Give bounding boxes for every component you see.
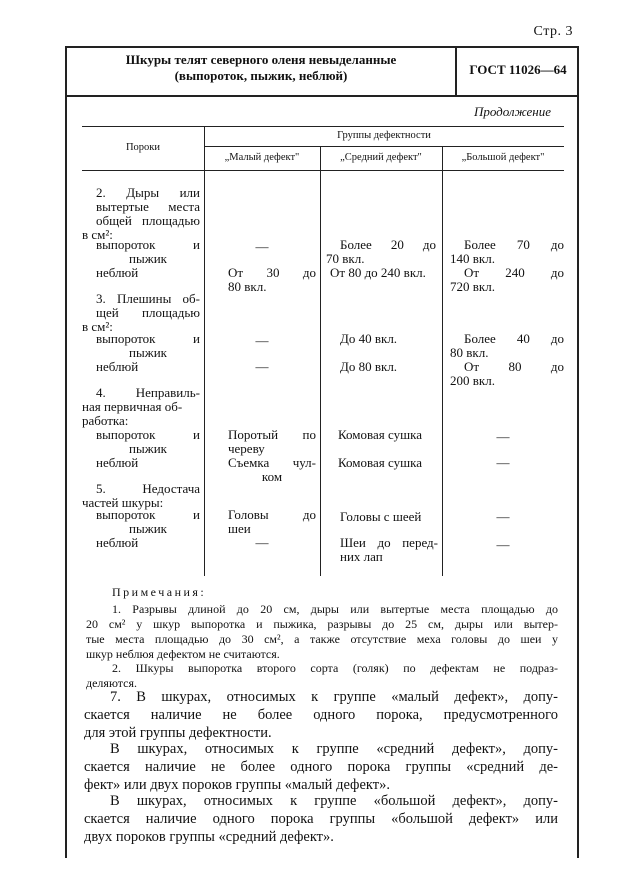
frame-right-border — [577, 46, 579, 858]
cell-line: неблюй — [96, 265, 139, 280]
cell-small-defect: — — [255, 333, 269, 348]
notes-title: Примечания: — [112, 585, 207, 599]
header-groups: Группы дефектности — [337, 130, 431, 141]
table-row — [96, 508, 200, 536]
table-col-divider-1 — [204, 126, 205, 576]
cell-medium-defect — [326, 238, 436, 266]
cell-line: 80 вкл. — [450, 345, 489, 360]
cell-line: 200 вкл. — [450, 373, 495, 388]
cell-line: них лап — [340, 549, 383, 564]
cell-medium-defect: От 80 до 240 вкл. — [330, 265, 426, 280]
paragraph-line: В шкурах, относимых к группе «большой дефект», допу- — [110, 793, 558, 809]
table-row — [82, 291, 200, 334]
cell-line: 3. Плешины об- — [96, 291, 200, 306]
paragraph-7 — [84, 688, 558, 742]
cell-small-defect — [228, 456, 316, 484]
table-header-bottom-line — [82, 170, 564, 171]
table-row — [96, 456, 200, 470]
cell-line: выпороток и — [96, 331, 200, 346]
paragraph-line: 7. В шкурах, относимых к группе «малый дефект», допу- — [110, 689, 558, 705]
cell-line: От 240 до — [464, 265, 564, 280]
header-bottom-border — [65, 95, 579, 97]
cell-medium-defect: Комовая сушка — [338, 455, 422, 470]
cell-line: 80 вкл. — [228, 279, 267, 294]
cell-line: череву — [228, 441, 265, 456]
note-1 — [86, 602, 558, 662]
table-top-line — [82, 126, 564, 127]
table-row — [96, 536, 200, 550]
page-number: Стр. 3 — [533, 24, 573, 39]
cell-large-defect — [450, 238, 564, 266]
cell-line: Поротый по — [228, 427, 316, 442]
cell-line: неблюй — [96, 455, 139, 470]
table-row — [96, 332, 200, 360]
note-line: 20 см² у шкур выпоротка и пыжика, разрывы до 25 см, дыры или вытер- — [86, 617, 558, 631]
cell-medium-defect: Головы с шеей — [340, 509, 422, 524]
header-small-defect: „Малый дефект" — [224, 152, 300, 163]
table-group-line — [204, 146, 564, 147]
cell-medium-defect: Комовая сушка — [338, 427, 422, 442]
document-title — [75, 52, 447, 84]
cell-large-defect — [450, 360, 564, 388]
note-line: тые места площадью до 30 см², а также отсутствие меха головы до шеи у — [86, 632, 558, 646]
cell-line: Более 70 до — [464, 237, 564, 252]
cell-line: Более 20 до — [340, 237, 436, 252]
cell-large-defect — [450, 266, 564, 294]
cell-line: выпороток и — [96, 427, 200, 442]
cell-line: От 80 до — [464, 359, 564, 374]
table-row — [82, 385, 200, 428]
cell-medium-defect — [340, 536, 438, 564]
cell-line: ная первичная об- — [82, 399, 183, 414]
cell-line: общей площадью — [96, 213, 200, 228]
cell-line: 720 вкл. — [450, 279, 495, 294]
header-large-defect: „Большой дефект" — [461, 152, 545, 163]
note-line: 1. Разрывы длиной до 20 см, дыры или вытертые места площадью до — [112, 602, 558, 616]
paragraph-large-defect — [84, 792, 558, 846]
cell-large-defect — [450, 332, 564, 360]
note-line: деляются. — [86, 676, 137, 690]
document-title-line1: Шкуры телят северного оленя невыделанные — [125, 52, 397, 67]
cell-line: в см²: — [82, 227, 113, 242]
cell-line: щей площадью — [96, 305, 200, 320]
cell-line: работка: — [82, 413, 129, 428]
frame-left-border — [65, 46, 67, 858]
cell-line: пыжик — [129, 345, 167, 360]
header-defects: Пороки — [125, 142, 161, 153]
cell-line: 4. Неправиль- — [96, 385, 200, 400]
cell-line: шеи — [228, 521, 251, 536]
cell-line: неблюй — [96, 359, 139, 374]
cell-line: Более 40 до — [464, 331, 564, 346]
paragraph-line: скается наличие не более одного порока группы «средний де- — [84, 759, 558, 775]
cell-small-defect: — — [255, 535, 269, 550]
cell-medium-defect: До 40 вкл. — [340, 331, 398, 346]
cell-small-defect: — — [255, 239, 269, 254]
paragraph-line: для этой группы дефектности. — [84, 725, 272, 741]
table-col-divider-2 — [320, 146, 321, 576]
paragraph-medium-defect — [84, 740, 558, 794]
cell-line: пыжик — [129, 521, 167, 536]
cell-line: выпороток и — [96, 507, 200, 522]
cell-line: Съемка чул- — [228, 455, 316, 470]
cell-line: 5. Недостача — [96, 481, 200, 496]
cell-line: выпороток и — [96, 237, 200, 252]
cell-line: неблюй — [96, 535, 139, 550]
paragraph-line: скается наличие одного порока группы «большой дефект» или — [84, 811, 558, 827]
cell-line: пыжик — [129, 441, 167, 456]
cell-large-defect: — — [496, 509, 510, 524]
note-line: 2. Шкуры выпоротка второго сорта (голяк) по дефектам не подраз- — [112, 661, 558, 675]
frame-top-border — [65, 46, 579, 48]
cell-line: Головы до — [228, 507, 316, 522]
cell-line: От 30 до — [228, 265, 316, 280]
paragraph-line: В шкурах, относимых к группе «средний дефект», допу- — [110, 741, 558, 757]
table-row — [82, 481, 200, 510]
header-divider — [455, 47, 457, 96]
cell-line: в см²: — [82, 319, 113, 334]
cell-line: пыжик — [129, 251, 167, 266]
table-row — [96, 360, 200, 374]
cell-large-defect: — — [496, 537, 510, 552]
paragraph-line: двух пороков группы «средний дефект». — [84, 829, 334, 845]
note-line: шкур неблюя дефектом не считаются. — [86, 647, 280, 661]
cell-small-defect — [228, 508, 316, 536]
cell-line: 70 вкл. — [326, 251, 365, 266]
header-medium-defect: „Средний дефект" — [340, 152, 422, 163]
cell-large-defect: — — [496, 455, 510, 470]
cell-small-defect — [228, 266, 316, 294]
table-row — [96, 266, 200, 280]
paragraph-line: фект» или двух пороков группы «малый дефект». — [84, 777, 390, 793]
table-row — [96, 428, 200, 456]
cell-line: 2. Дыры или — [96, 185, 200, 200]
cell-line: вытертые места — [96, 199, 200, 214]
table-col-divider-3 — [442, 146, 443, 576]
cell-large-defect: — — [496, 429, 510, 444]
continuation-label: Продолжение — [473, 104, 551, 119]
paragraph-line: скается наличие не более одного порока, предусмотренного — [84, 707, 558, 723]
cell-small-defect — [228, 428, 316, 456]
gost-number: ГОСТ 11026—64 — [469, 62, 567, 77]
cell-line: 140 вкл. — [450, 251, 495, 266]
note-2 — [86, 661, 558, 691]
cell-medium-defect: До 80 вкл. — [340, 359, 398, 374]
table-row — [82, 185, 200, 242]
cell-small-defect: — — [255, 359, 269, 374]
cell-line: ком — [261, 469, 283, 484]
cell-line: Шеи до перед- — [340, 535, 438, 550]
table-row — [96, 238, 200, 266]
document-title-line2: (выпороток, пыжик, неблюй) — [174, 68, 348, 83]
cell-line: частей шкуры: — [82, 495, 164, 510]
